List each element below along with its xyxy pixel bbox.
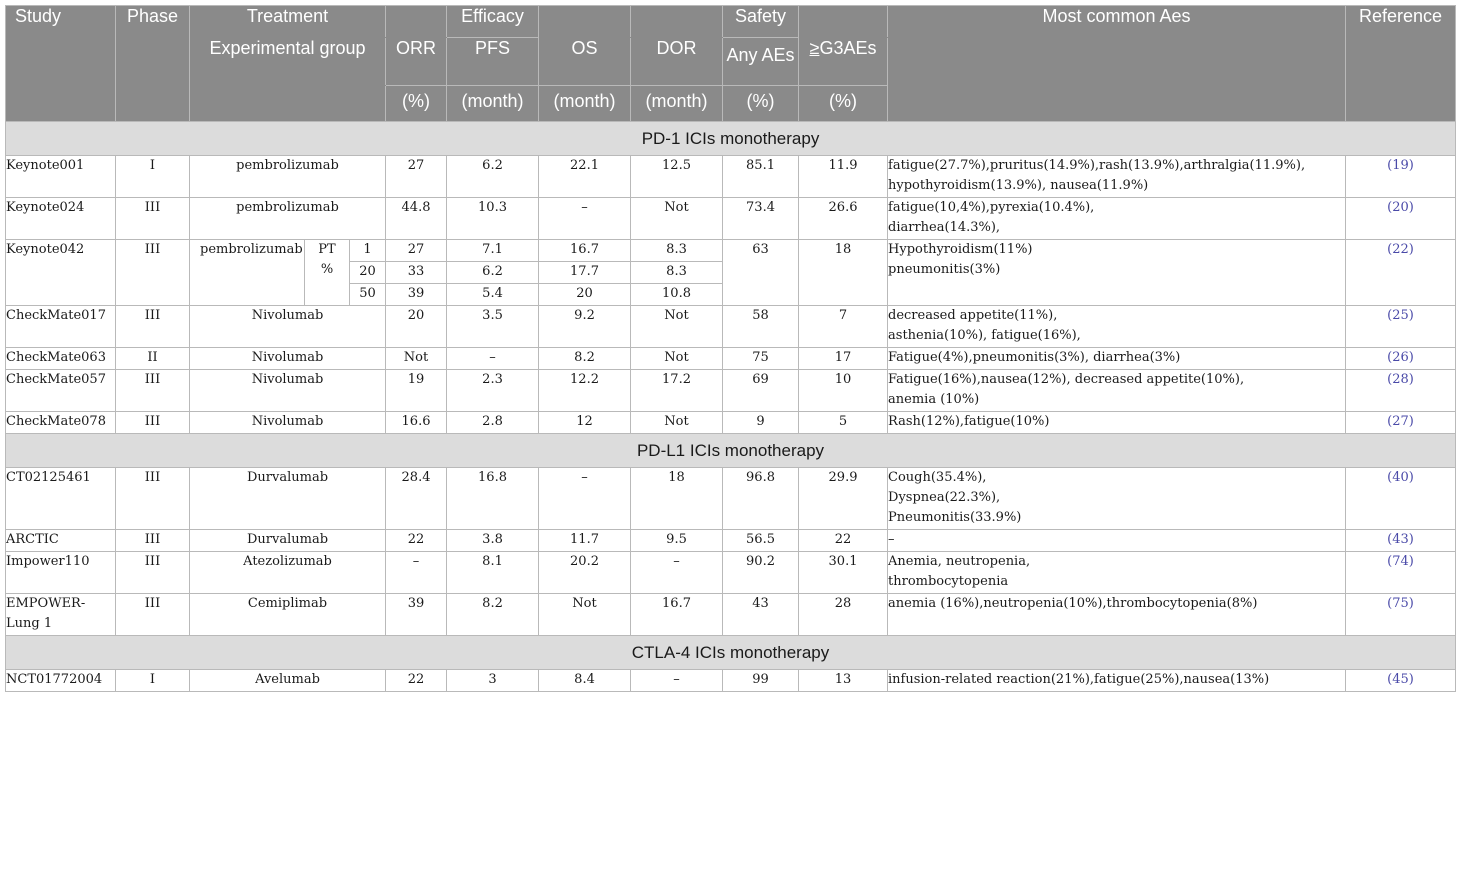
cell-group: Nivolumab <box>190 370 386 412</box>
table-row <box>6 156 1456 198</box>
aes-line: fatigue(27.7%),pruritus(14.9%),rash(13.9%),arthralgia(11.9%), <box>888 158 1306 173</box>
cell-dor: 8.3 <box>631 262 723 284</box>
header-pfs: PFS <box>447 38 539 86</box>
cell-orr: 19 <box>386 370 447 412</box>
cell-common-aes <box>888 306 1346 348</box>
cell-pfs: 3 <box>447 670 539 692</box>
cell-pfs: 6.2 <box>447 262 539 284</box>
header-blank-2 <box>539 6 631 38</box>
cell-os: 11.7 <box>539 530 631 552</box>
cell-group: Durvalumab <box>190 468 386 530</box>
cell-orr: 27 <box>386 240 447 262</box>
cell-study: NCT01772004 <box>6 670 116 692</box>
cell-phase: III <box>116 552 190 594</box>
cell-g3aes: 11.9 <box>799 156 888 198</box>
cell-g3aes: 29.9 <box>799 468 888 530</box>
cell-orr: 39 <box>386 284 447 306</box>
header-g3aes-unit: (%) <box>799 86 888 122</box>
section-row <box>6 122 1456 156</box>
pt-label-line: % <box>320 262 334 277</box>
aes-line: decreased appetite(11%), <box>888 308 1058 323</box>
reference-link[interactable]: (43) <box>1346 530 1456 552</box>
reference-link[interactable]: (28) <box>1346 370 1456 412</box>
cell-common-aes <box>888 468 1346 530</box>
aes-line: Fatigue(16%),nausea(12%), decreased appetite(10%), <box>888 372 1245 387</box>
cell-group: Cemiplimab <box>190 594 386 636</box>
cell-g3aes: 13 <box>799 670 888 692</box>
reference-link[interactable]: (26) <box>1346 348 1456 370</box>
cell-study: Keynote024 <box>6 198 116 240</box>
aes-line: asthenia(10%), fatigue(16%), <box>888 328 1081 343</box>
cell-os: 17.7 <box>539 262 631 284</box>
section-title-ctla4: CTLA-4 ICIs monotherapy <box>6 636 1456 670</box>
reference-link[interactable]: (22) <box>1346 240 1456 306</box>
cell-study: CheckMate057 <box>6 370 116 412</box>
cell-pfs: 2.8 <box>447 412 539 434</box>
cell-g3aes: 17 <box>799 348 888 370</box>
cell-common-aes <box>888 156 1346 198</box>
reference-link[interactable]: (45) <box>1346 670 1456 692</box>
header-dor-unit: (month) <box>631 86 723 122</box>
cell-pfs: 3.5 <box>447 306 539 348</box>
cell-any-aes: 99 <box>723 670 799 692</box>
cell-phase: III <box>116 468 190 530</box>
header-experimental-group: Experimental group <box>190 38 386 86</box>
aes-line: diarrhea(14.3%), <box>888 220 1001 235</box>
cell-any-aes: 90.2 <box>723 552 799 594</box>
cell-dor: 9.5 <box>631 530 723 552</box>
aes-line: Hypothyroidism(11%) <box>888 242 1033 257</box>
header-dor: DOR <box>631 38 723 86</box>
aes-line: – <box>888 532 895 547</box>
header-orr: ORR <box>386 38 447 86</box>
cell-g3aes: 30.1 <box>799 552 888 594</box>
table-row <box>6 552 1456 594</box>
reference-link[interactable]: (40) <box>1346 468 1456 530</box>
header-os: OS <box>539 38 631 86</box>
cell-common-aes <box>888 370 1346 412</box>
table-row <box>6 412 1456 434</box>
cell-any-aes: 56.5 <box>723 530 799 552</box>
aes-line: anemia (16%),neutropenia(10%),thrombocytopenia(8%) <box>888 596 1258 611</box>
cell-common-aes <box>888 198 1346 240</box>
cell-dor: 18 <box>631 468 723 530</box>
cell-g3aes: 7 <box>799 306 888 348</box>
cell-dor: Not <box>631 412 723 434</box>
cell-os: 22.1 <box>539 156 631 198</box>
cell-orr: 28.4 <box>386 468 447 530</box>
header-orr-unit: (%) <box>386 86 447 122</box>
cell-dor: – <box>631 670 723 692</box>
cell-common-aes <box>888 240 1346 306</box>
header-study: Study <box>6 6 116 122</box>
reference-link[interactable]: (25) <box>1346 306 1456 348</box>
table-row <box>6 530 1456 552</box>
reference-link[interactable]: (20) <box>1346 198 1456 240</box>
aes-line: Anemia, neutropenia, <box>888 554 1031 569</box>
cell-any-aes: 73.4 <box>723 198 799 240</box>
cell-pfs: 7.1 <box>447 240 539 262</box>
cell-g3aes: 28 <box>799 594 888 636</box>
section-title-pdl1: PD-L1 ICIs monotherapy <box>6 434 1456 468</box>
cell-dor: Not <box>631 348 723 370</box>
cell-common-aes <box>888 594 1346 636</box>
cell-orr: – <box>386 552 447 594</box>
cell-phase: II <box>116 348 190 370</box>
cell-group: pembrolizumab <box>190 240 305 306</box>
cell-os: 8.2 <box>539 348 631 370</box>
header-any-aes-unit: (%) <box>723 86 799 122</box>
clinical-trials-table <box>5 5 1456 692</box>
cell-any-aes: 58 <box>723 306 799 348</box>
cell-pfs: 16.8 <box>447 468 539 530</box>
cell-study: CheckMate063 <box>6 348 116 370</box>
section-row <box>6 434 1456 468</box>
reference-link[interactable]: (75) <box>1346 594 1456 636</box>
table-row <box>6 370 1456 412</box>
cell-any-aes: 96.8 <box>723 468 799 530</box>
cell-g3aes: 18 <box>799 240 888 306</box>
study-line: EMPOWER- <box>6 596 86 611</box>
cell-any-aes: 63 <box>723 240 799 306</box>
cell-orr: 44.8 <box>386 198 447 240</box>
cell-dor: Not <box>631 306 723 348</box>
cell-group: Atezolizumab <box>190 552 386 594</box>
aes-line: pneumonitis(3%) <box>888 262 1001 277</box>
cell-group: pembrolizumab <box>190 156 386 198</box>
cell-study: Keynote042 <box>6 240 116 306</box>
cell-group: pembrolizumab <box>190 198 386 240</box>
cell-phase: III <box>116 198 190 240</box>
cell-common-aes <box>888 348 1346 370</box>
cell-pfs: – <box>447 348 539 370</box>
cell-os: 20.2 <box>539 552 631 594</box>
cell-study: Keynote001 <box>6 156 116 198</box>
reference-link[interactable]: (19) <box>1346 156 1456 198</box>
cell-tps: 20 <box>350 262 386 284</box>
cell-group: Durvalumab <box>190 530 386 552</box>
cell-any-aes: 69 <box>723 370 799 412</box>
table-row <box>6 198 1456 240</box>
cell-orr: 33 <box>386 262 447 284</box>
aes-line: hypothyroidism(13.9%), nausea(11.9%) <box>888 178 1149 193</box>
header-blank-4 <box>799 6 888 38</box>
header-g3aes <box>799 38 888 86</box>
cell-g3aes: 10 <box>799 370 888 412</box>
aes-line: Cough(35.4%), <box>888 470 987 485</box>
cell-g3aes: 22 <box>799 530 888 552</box>
cell-g3aes: 5 <box>799 412 888 434</box>
header-g3aes-text: G3AEs <box>819 38 877 58</box>
cell-tps: 1 <box>350 240 386 262</box>
cell-study: CheckMate017 <box>6 306 116 348</box>
table-row <box>6 306 1456 348</box>
cell-phase: I <box>116 156 190 198</box>
cell-pfs: 5.4 <box>447 284 539 306</box>
cell-pfs: 8.2 <box>447 594 539 636</box>
header-most-common-aes: Most common Aes <box>888 6 1346 122</box>
cell-dor: 16.7 <box>631 594 723 636</box>
cell-os: Not <box>539 594 631 636</box>
cell-common-aes <box>888 552 1346 594</box>
header-any-aes: Any AEs <box>723 38 799 86</box>
table-row <box>6 670 1456 692</box>
cell-pfs: 10.3 <box>447 198 539 240</box>
cell-any-aes: 9 <box>723 412 799 434</box>
cell-pfs: 3.8 <box>447 530 539 552</box>
cell-phase: I <box>116 670 190 692</box>
cell-common-aes <box>888 530 1346 552</box>
cell-any-aes: 43 <box>723 594 799 636</box>
header-treatment: Treatment <box>190 6 386 38</box>
header-phase: Phase <box>116 6 190 122</box>
cell-study: Impower110 <box>6 552 116 594</box>
header-blank-3 <box>631 6 723 38</box>
study-line: Lung 1 <box>6 616 53 631</box>
cell-orr: 39 <box>386 594 447 636</box>
cell-study: CheckMate078 <box>6 412 116 434</box>
cell-orr: 27 <box>386 156 447 198</box>
table-row <box>6 240 1456 262</box>
cell-any-aes: 75 <box>723 348 799 370</box>
cell-dor: 8.3 <box>631 240 723 262</box>
aes-line: fatigue(10,4%),pyrexia(10.4%), <box>888 200 1095 215</box>
cell-pfs: 6.2 <box>447 156 539 198</box>
cell-dor: 12.5 <box>631 156 723 198</box>
table-row <box>6 348 1456 370</box>
cell-os: 16.7 <box>539 240 631 262</box>
cell-common-aes <box>888 412 1346 434</box>
header-os-unit: (month) <box>539 86 631 122</box>
cell-pfs: 8.1 <box>447 552 539 594</box>
reference-link[interactable]: (27) <box>1346 412 1456 434</box>
pt-label-line: PT <box>318 242 336 257</box>
cell-phase: III <box>116 306 190 348</box>
header-efficacy: Efficacy <box>447 6 539 38</box>
cell-os: 12.2 <box>539 370 631 412</box>
aes-line: Rash(12%),fatigue(10%) <box>888 414 1050 429</box>
cell-dor: – <box>631 552 723 594</box>
cell-study <box>6 594 116 636</box>
table-header <box>6 6 1456 122</box>
aes-line: Pneumonitis(33.9%) <box>888 510 1022 525</box>
aes-line: infusion-related reaction(21%),fatigue(25%),nausea(13%) <box>888 672 1270 687</box>
cell-pfs: 2.3 <box>447 370 539 412</box>
reference-link[interactable]: (74) <box>1346 552 1456 594</box>
cell-os: 12 <box>539 412 631 434</box>
table-row <box>6 594 1456 636</box>
cell-orr: 20 <box>386 306 447 348</box>
cell-study: CT02125461 <box>6 468 116 530</box>
section-row <box>6 636 1456 670</box>
table-row <box>6 468 1456 530</box>
cell-g3aes: 26.6 <box>799 198 888 240</box>
cell-dor: Not <box>631 198 723 240</box>
cell-group: Nivolumab <box>190 412 386 434</box>
header-safety: Safety <box>723 6 799 38</box>
section-title-pd1: PD-1 ICIs monotherapy <box>6 122 1456 156</box>
cell-dor: 10.8 <box>631 284 723 306</box>
cell-phase: III <box>116 370 190 412</box>
header-pfs-unit: (month) <box>447 86 539 122</box>
cell-os: 9.2 <box>539 306 631 348</box>
cell-orr: 22 <box>386 530 447 552</box>
cell-group: Nivolumab <box>190 348 386 370</box>
header-g3aes-symbol: ≥ <box>809 38 820 58</box>
header-blank-1 <box>386 6 447 38</box>
aes-line: Fatigue(4%),pneumonitis(3%), diarrhea(3%) <box>888 350 1181 365</box>
cell-tps: 50 <box>350 284 386 306</box>
cell-os: – <box>539 468 631 530</box>
cell-group: Nivolumab <box>190 306 386 348</box>
cell-phase: III <box>116 240 190 306</box>
cell-any-aes: 85.1 <box>723 156 799 198</box>
cell-pt-label <box>305 240 350 306</box>
cell-phase: III <box>116 594 190 636</box>
cell-orr: 16.6 <box>386 412 447 434</box>
cell-os: 8.4 <box>539 670 631 692</box>
aes-line: Dyspnea(22.3%), <box>888 490 1001 505</box>
cell-os: 20 <box>539 284 631 306</box>
aes-line: anemia (10%) <box>888 392 980 407</box>
cell-dor: 17.2 <box>631 370 723 412</box>
cell-phase: III <box>116 530 190 552</box>
cell-group: Avelumab <box>190 670 386 692</box>
header-blank-5 <box>190 86 386 122</box>
header-reference: Reference <box>1346 6 1456 122</box>
cell-study: ARCTIC <box>6 530 116 552</box>
cell-phase: III <box>116 412 190 434</box>
cell-orr: 22 <box>386 670 447 692</box>
cell-os: – <box>539 198 631 240</box>
cell-common-aes <box>888 670 1346 692</box>
cell-orr: Not <box>386 348 447 370</box>
aes-line: thrombocytopenia <box>888 574 1009 589</box>
